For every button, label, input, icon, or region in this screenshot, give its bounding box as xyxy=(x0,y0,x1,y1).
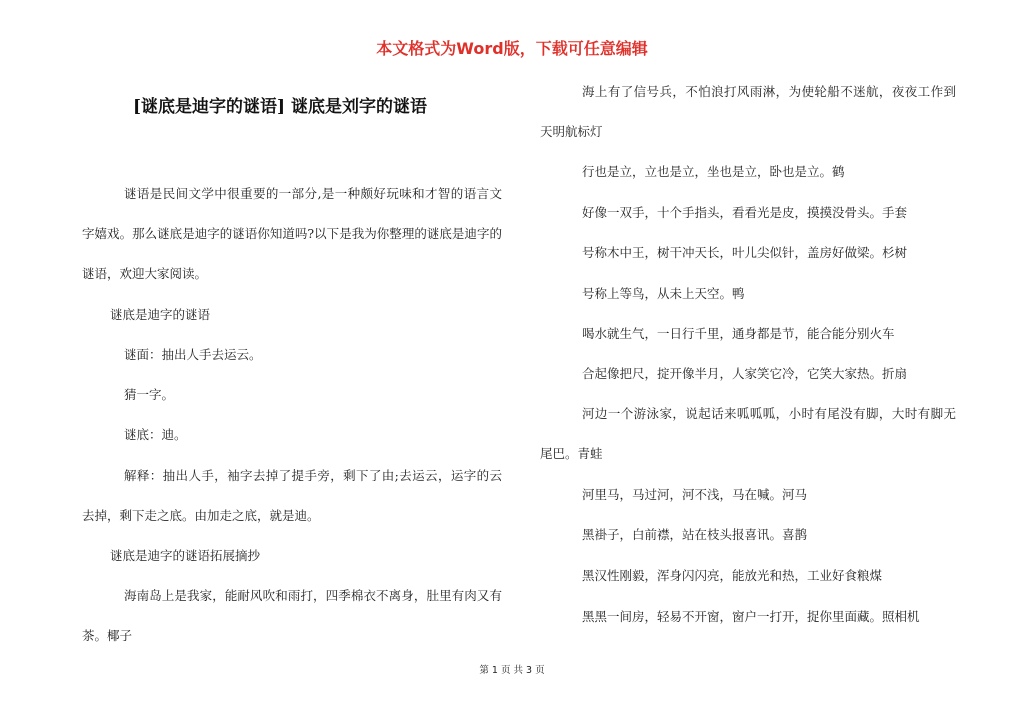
riddle-hint: 猜一字。 xyxy=(124,387,175,402)
intro-paragraph: 谜语是民间文学中很重要的一部分,是一种颇好玩味和才智的语言文字嬉戏。那么谜底是迪字的谜语你知道吗?以下是我为你整理的谜底是迪字的谜语，欢迎大家阅读。 xyxy=(82,186,502,281)
riddle-fir-tree: 号称木中王，树干冲天长，叶儿尖似针，盖房好做梁。杉树 xyxy=(582,245,908,260)
page-number: 第 1 页 共 3 页 xyxy=(479,665,545,676)
riddle-magpie: 黑褂子，白前襟，站在枝头报喜讯。喜鹊 xyxy=(582,527,808,542)
riddle-train: 喝水就生气，一日行千里，通身都是节，能合能分别火车 xyxy=(582,326,895,341)
riddle-glove: 好像一双手，十个手指头，看看光是皮，摸摸没骨头。手套 xyxy=(582,205,908,220)
riddle-frog: 河边一个游泳家，说起话来呱呱呱，小时有尾没有脚，大时有脚无尾巴。青蛙 xyxy=(540,406,956,461)
riddle-hippo: 河里马，马过河，河不浅，马在喊。河马 xyxy=(582,487,808,502)
riddle-camera: 黑黑一间房，轻易不开窗，窗户一打开，捉你里面藏。照相机 xyxy=(582,609,920,624)
section-heading-extended: 谜底是迪字的谜语拓展摘抄 xyxy=(110,548,261,563)
riddle-crane: 行也是立，立也是立，坐也是立，卧也是立。鹤 xyxy=(582,164,845,179)
riddle-duck: 号称上等鸟，从未上天空。鸭 xyxy=(582,286,745,301)
riddle-coconut: 海南岛上是我家，能耐风吹和雨打，四季棉衣不离身，肚里有肉又有茶。椰子 xyxy=(82,588,502,643)
riddle-explanation: 解释：抽出人手，袖字去掉了提手旁，剩下了由;去运云，运字的云去掉，剩下走之底。由加走之底，就是迪。 xyxy=(82,468,502,523)
riddle-fan: 合起像把尺，掟开像半月，人家笑它冷，它笑大家热。折扇 xyxy=(582,366,908,381)
riddle-answer: 谜底：迪。 xyxy=(124,427,187,442)
page-title: [谜底是迪字的谜语] 谜底是刘字的谜语 xyxy=(132,97,427,117)
riddle-face: 谜面：抽出人手去运云。 xyxy=(124,347,262,362)
riddle-beacon: 海上有了信号兵，不怕浪打风雨淋，为使轮船不迷航，夜夜工作到天明航标灯 xyxy=(540,84,956,139)
download-banner: 本文格式为Word版，下载可任意编辑 xyxy=(376,39,648,58)
riddle-coal: 黑汉性刚毅，浑身闪闪亮，能放光和热，工业好食粮煤 xyxy=(582,568,883,583)
section-heading-riddle: 谜底是迪字的谜语 xyxy=(110,307,211,322)
